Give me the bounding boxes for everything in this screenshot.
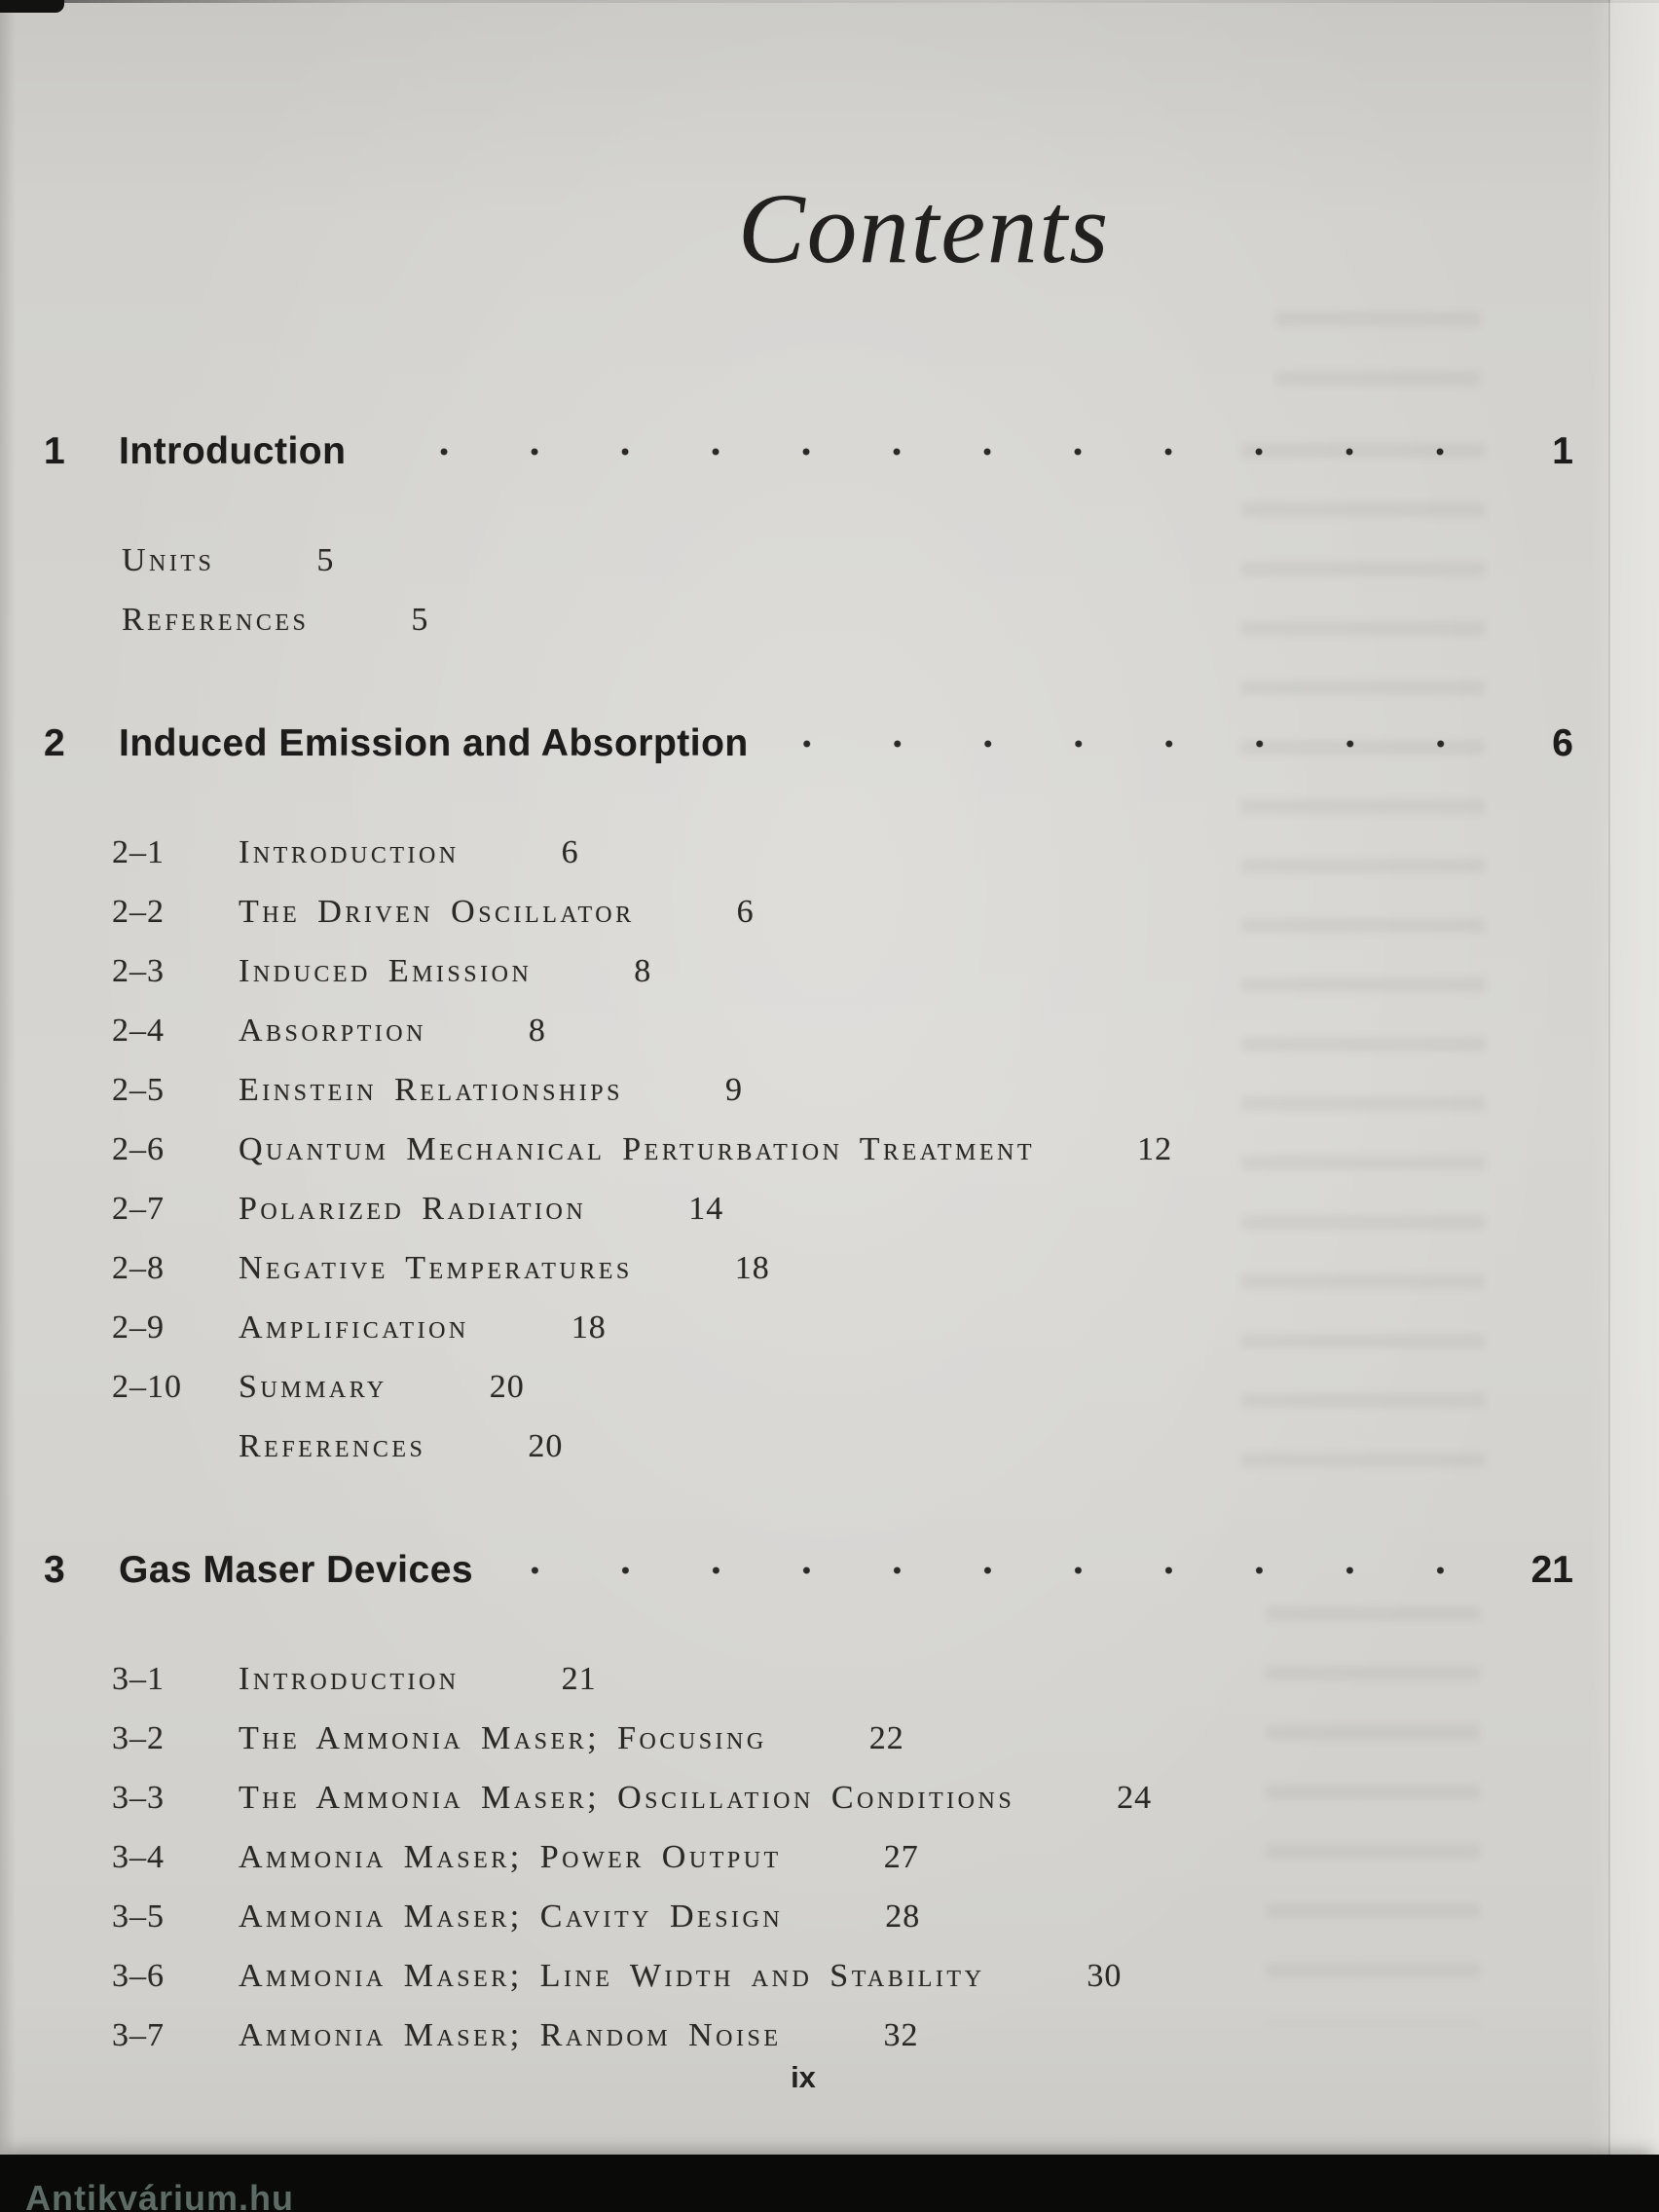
chapter-number: 2 bbox=[44, 722, 65, 764]
entry-page-number: 6 bbox=[561, 834, 579, 870]
entry-page-number: 28 bbox=[885, 1899, 921, 1935]
toc-entry-row bbox=[112, 1887, 1573, 1946]
entry-title: Introduction bbox=[239, 1661, 460, 1697]
chapter-title: Introduction bbox=[119, 430, 347, 472]
entry-title: Amplification bbox=[239, 1309, 469, 1346]
entry-page-number: 22 bbox=[868, 1720, 904, 1756]
entry-page-number: 8 bbox=[528, 1013, 546, 1049]
entry-page-number: 32 bbox=[883, 2017, 919, 2053]
scan-corner-artifact bbox=[0, 0, 64, 13]
entry-page-number: 18 bbox=[571, 1309, 607, 1346]
entry-page-number: 27 bbox=[883, 1839, 919, 1875]
toc-entry-row bbox=[112, 1060, 1573, 1120]
toc-entry-row bbox=[112, 2006, 1573, 2065]
chapter-page-number: 1 bbox=[1552, 430, 1573, 472]
toc-entry-row bbox=[122, 531, 1573, 590]
toc-chapter bbox=[44, 428, 1573, 649]
entry-number: 2–6 bbox=[112, 1131, 165, 1167]
entry-page-number: 5 bbox=[316, 542, 335, 578]
entry-number: 3–7 bbox=[112, 2017, 165, 2053]
entry-number: 3–1 bbox=[112, 1661, 165, 1697]
entry-title: Quantum Mechanical Perturbation Treatment bbox=[239, 1131, 1036, 1167]
toc-entry-row bbox=[112, 1357, 1573, 1417]
toc-entry-row bbox=[112, 1120, 1573, 1179]
toc-entry-row bbox=[112, 941, 1573, 1001]
paper-crease bbox=[1608, 0, 1610, 2156]
entry-page-number: 14 bbox=[688, 1191, 724, 1227]
entry-page-number: 6 bbox=[736, 894, 755, 930]
chapter-number: 1 bbox=[44, 430, 65, 472]
page-right-edge bbox=[1610, 0, 1659, 2156]
entry-number: 3–5 bbox=[112, 1899, 165, 1935]
entry-page-number: 20 bbox=[489, 1369, 525, 1405]
toc-entry-row bbox=[112, 1768, 1573, 1827]
entry-title: Ammonia Maser; Cavity Design bbox=[239, 1899, 784, 1935]
entry-title: Negative Temperatures bbox=[239, 1250, 633, 1286]
chapter-entries bbox=[122, 531, 1573, 649]
entry-title: References bbox=[239, 1428, 426, 1464]
entry-page-number: 5 bbox=[411, 602, 429, 638]
chapter-title: Gas Maser Devices bbox=[119, 1549, 474, 1591]
chapter-page-number: 21 bbox=[1530, 1549, 1573, 1591]
entry-title: The Driven Oscillator bbox=[239, 894, 635, 930]
entry-title: The Ammonia Maser; Oscillation Conditions bbox=[239, 1780, 1015, 1816]
watermark-antikvarium: Antikvárium.hu bbox=[25, 2178, 295, 2212]
entry-number: 2–2 bbox=[112, 894, 165, 930]
scan-bottom-bar bbox=[0, 2155, 1659, 2212]
chapter-heading-row bbox=[44, 720, 1573, 767]
entry-title: Ammonia Maser; Random Noise bbox=[239, 2017, 782, 2053]
toc-entry-row bbox=[112, 1417, 1573, 1476]
toc-entry-row bbox=[122, 590, 1573, 649]
chapter-number: 3 bbox=[44, 1549, 65, 1591]
chapter-heading-row bbox=[44, 1547, 1573, 1594]
toc-chapter bbox=[44, 1547, 1573, 2065]
toc-entry-row bbox=[112, 1238, 1573, 1298]
entry-number: 3–3 bbox=[112, 1780, 165, 1816]
entry-title: Ammonia Maser; Power Output bbox=[239, 1839, 782, 1875]
entry-title: Einstein Relationships bbox=[239, 1072, 623, 1108]
entry-number: 2–5 bbox=[112, 1072, 165, 1108]
chapter-heading-row bbox=[44, 428, 1573, 475]
entry-number: 3–4 bbox=[112, 1839, 165, 1875]
entry-number: 2–8 bbox=[112, 1250, 165, 1286]
toc-entry-row bbox=[112, 1709, 1573, 1768]
entry-page-number: 30 bbox=[1087, 1958, 1123, 1994]
entry-number: 2–10 bbox=[112, 1369, 182, 1405]
entry-number: 2–4 bbox=[112, 1013, 165, 1049]
toc-entry-row bbox=[112, 1179, 1573, 1238]
folio-page-number: ix bbox=[791, 2060, 816, 2094]
entry-number: 2–7 bbox=[112, 1191, 165, 1227]
dot-leader bbox=[778, 720, 1486, 767]
entry-title: References bbox=[122, 602, 310, 638]
chapter-entries bbox=[112, 823, 1573, 1476]
entry-title: The Ammonia Maser; Focusing bbox=[239, 1720, 767, 1756]
entry-page-number: 12 bbox=[1137, 1131, 1173, 1167]
entry-title: Introduction bbox=[239, 834, 460, 870]
entry-page-number: 8 bbox=[634, 953, 652, 989]
entry-title: Summary bbox=[239, 1369, 387, 1405]
toc-entry-row bbox=[112, 1827, 1573, 1887]
chapter-title: Induced Emission and Absorption bbox=[119, 722, 749, 764]
entry-number: 3–6 bbox=[112, 1958, 165, 1994]
toc-entry-row bbox=[112, 1001, 1573, 1060]
chapter-page-number: 6 bbox=[1552, 722, 1573, 764]
chapter-entries bbox=[112, 1649, 1573, 2065]
entry-title: Polarized Radiation bbox=[239, 1191, 587, 1227]
entry-page-number: 24 bbox=[1117, 1780, 1153, 1816]
entry-title: Ammonia Maser; Line Width and Stability bbox=[239, 1958, 985, 1994]
entry-number: 2–3 bbox=[112, 953, 165, 989]
entry-title: Units bbox=[122, 542, 215, 578]
scan-top-edge-shading bbox=[0, 0, 1659, 3]
page-title: Contents bbox=[738, 173, 1111, 284]
toc-entry-row bbox=[112, 1649, 1573, 1709]
entry-page-number: 20 bbox=[528, 1428, 564, 1464]
dot-leader bbox=[375, 428, 1486, 475]
toc-entry-row bbox=[112, 882, 1573, 941]
toc-entry-row bbox=[112, 1946, 1573, 2006]
entry-title: Absorption bbox=[239, 1013, 426, 1049]
toc-chapter bbox=[44, 720, 1573, 1476]
toc-entry-row bbox=[112, 1298, 1573, 1357]
entry-page-number: 21 bbox=[561, 1661, 597, 1697]
bleedthrough-artifact bbox=[1275, 312, 1480, 404]
toc bbox=[44, 428, 1573, 2136]
entry-page-number: 18 bbox=[734, 1250, 770, 1286]
entry-title: Induced Emission bbox=[239, 953, 533, 989]
entry-page-number: 9 bbox=[724, 1072, 743, 1108]
toc-entry-row bbox=[112, 823, 1573, 882]
entry-number: 2–1 bbox=[112, 834, 165, 870]
dot-leader bbox=[502, 1547, 1486, 1594]
entry-number: 3–2 bbox=[112, 1720, 165, 1756]
entry-number: 2–9 bbox=[112, 1309, 165, 1346]
